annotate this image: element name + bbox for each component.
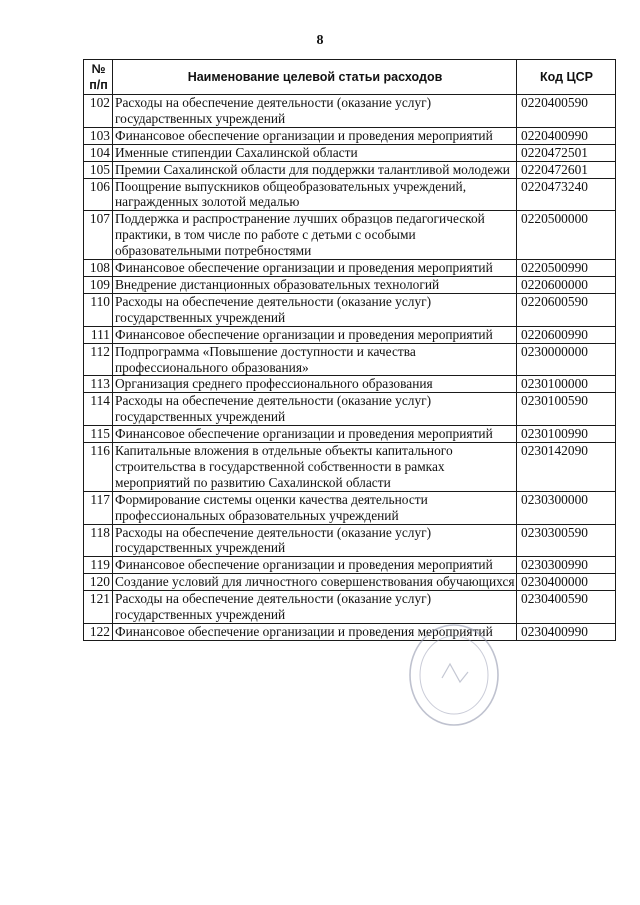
- row-name: Именные стипендии Сахалинской области: [113, 144, 517, 161]
- table-row: [84, 557, 616, 574]
- table-row: [84, 624, 616, 641]
- row-num: 105: [84, 161, 113, 178]
- page-number: 8: [316, 33, 324, 48]
- row-code: 0230142090: [517, 443, 616, 492]
- table-row: [84, 260, 616, 277]
- table-header-row: [84, 60, 616, 95]
- row-code: 0230300590: [517, 524, 616, 557]
- row-code: 0230000000: [517, 343, 616, 376]
- row-num: 110: [84, 293, 113, 326]
- row-code: 0220473240: [517, 178, 616, 211]
- row-num: 107: [84, 211, 113, 260]
- table-row: [84, 178, 616, 211]
- table-row: [84, 211, 616, 260]
- table-row: [84, 293, 616, 326]
- row-name: Создание условий для личностного совершенствования обучающихся: [113, 574, 517, 591]
- row-name: Формирование системы оценки качества деятельности профессиональных образовательных учреждений: [113, 491, 517, 524]
- table-row: [84, 95, 616, 128]
- row-num: 118: [84, 524, 113, 557]
- table-row: [84, 343, 616, 376]
- row-num: 109: [84, 276, 113, 293]
- row-code: 0220600990: [517, 326, 616, 343]
- row-num: 104: [84, 144, 113, 161]
- row-name: Расходы на обеспечение деятельности (оказание услуг) государственных учреждений: [113, 591, 517, 624]
- row-code: 0220400590: [517, 95, 616, 128]
- row-name: Капитальные вложения в отдельные объекты капитального строительства в государственной собственности в рамках мероприятий по развитию Сахалинской области: [113, 443, 517, 492]
- row-code: 0230100590: [517, 393, 616, 426]
- row-code: 0230300000: [517, 491, 616, 524]
- table-row: [84, 161, 616, 178]
- row-name: Расходы на обеспечение деятельности (оказание услуг) государственных учреждений: [113, 95, 517, 128]
- row-num: 102: [84, 95, 113, 128]
- row-code: 0220472501: [517, 144, 616, 161]
- row-name: Финансовое обеспечение организации и проведения мероприятий: [113, 127, 517, 144]
- row-code: 0220600000: [517, 276, 616, 293]
- table-row: [84, 276, 616, 293]
- row-code: 0230400990: [517, 624, 616, 641]
- header-name: Наименование целевой статьи расходов: [113, 60, 517, 95]
- table-row: [84, 491, 616, 524]
- row-name: Внедрение дистанционных образовательных технологий: [113, 276, 517, 293]
- row-num: 106: [84, 178, 113, 211]
- table-row: [84, 426, 616, 443]
- row-num: 111: [84, 326, 113, 343]
- row-name: Финансовое обеспечение организации и проведения мероприятий: [113, 557, 517, 574]
- row-name: Поощрение выпускников общеобразовательных учреждений, награжденных золотой медалью: [113, 178, 517, 211]
- row-num: 120: [84, 574, 113, 591]
- row-code: 0230300990: [517, 557, 616, 574]
- row-num: 114: [84, 393, 113, 426]
- row-code: 0220400990: [517, 127, 616, 144]
- row-num: 112: [84, 343, 113, 376]
- row-name: Расходы на обеспечение деятельности (оказание услуг) государственных учреждений: [113, 393, 517, 426]
- row-name: Расходы на обеспечение деятельности (оказание услуг) государственных учреждений: [113, 293, 517, 326]
- row-code: 0230100000: [517, 376, 616, 393]
- table-row: [84, 127, 616, 144]
- table-row: [84, 144, 616, 161]
- header-num: № п/п: [84, 60, 113, 95]
- table-row: [84, 591, 616, 624]
- row-code: 0220500990: [517, 260, 616, 277]
- row-num: 122: [84, 624, 113, 641]
- table-body: [84, 95, 616, 641]
- row-num: 115: [84, 426, 113, 443]
- budget-table: [83, 59, 616, 641]
- row-name: Подпрограмма «Повышение доступности и качества профессионального образования»: [113, 343, 517, 376]
- row-name: Финансовое обеспечение организации и проведения мероприятий: [113, 624, 517, 641]
- row-name: Финансовое обеспечение организации и проведения мероприятий: [113, 326, 517, 343]
- row-name: Поддержка и распространение лучших образцов педагогической практики, в том числе по работе с детьми с особыми образовательными потребностями: [113, 211, 517, 260]
- row-code: 0220500000: [517, 211, 616, 260]
- row-name: Финансовое обеспечение организации и проведения мероприятий: [113, 426, 517, 443]
- table-row: [84, 524, 616, 557]
- row-name: Расходы на обеспечение деятельности (оказание услуг) государственных учреждений: [113, 524, 517, 557]
- row-num: 117: [84, 491, 113, 524]
- table-row: [84, 393, 616, 426]
- row-num: 119: [84, 557, 113, 574]
- table-row: [84, 443, 616, 492]
- row-code: 0220472601: [517, 161, 616, 178]
- table-row: [84, 376, 616, 393]
- row-code: 0230400590: [517, 591, 616, 624]
- row-name: Организация среднего профессионального образования: [113, 376, 517, 393]
- row-num: 108: [84, 260, 113, 277]
- header-code: Код ЦСР: [517, 60, 616, 95]
- row-name: Финансовое обеспечение организации и проведения мероприятий: [113, 260, 517, 277]
- row-num: 113: [84, 376, 113, 393]
- table-row: [84, 326, 616, 343]
- row-num: 116: [84, 443, 113, 492]
- row-code: 0230100990: [517, 426, 616, 443]
- row-code: 0230400000: [517, 574, 616, 591]
- row-name: Премии Сахалинской области для поддержки талантливой молодежи: [113, 161, 517, 178]
- row-num: 121: [84, 591, 113, 624]
- table-row: [84, 574, 616, 591]
- row-code: 0220600590: [517, 293, 616, 326]
- row-num: 103: [84, 127, 113, 144]
